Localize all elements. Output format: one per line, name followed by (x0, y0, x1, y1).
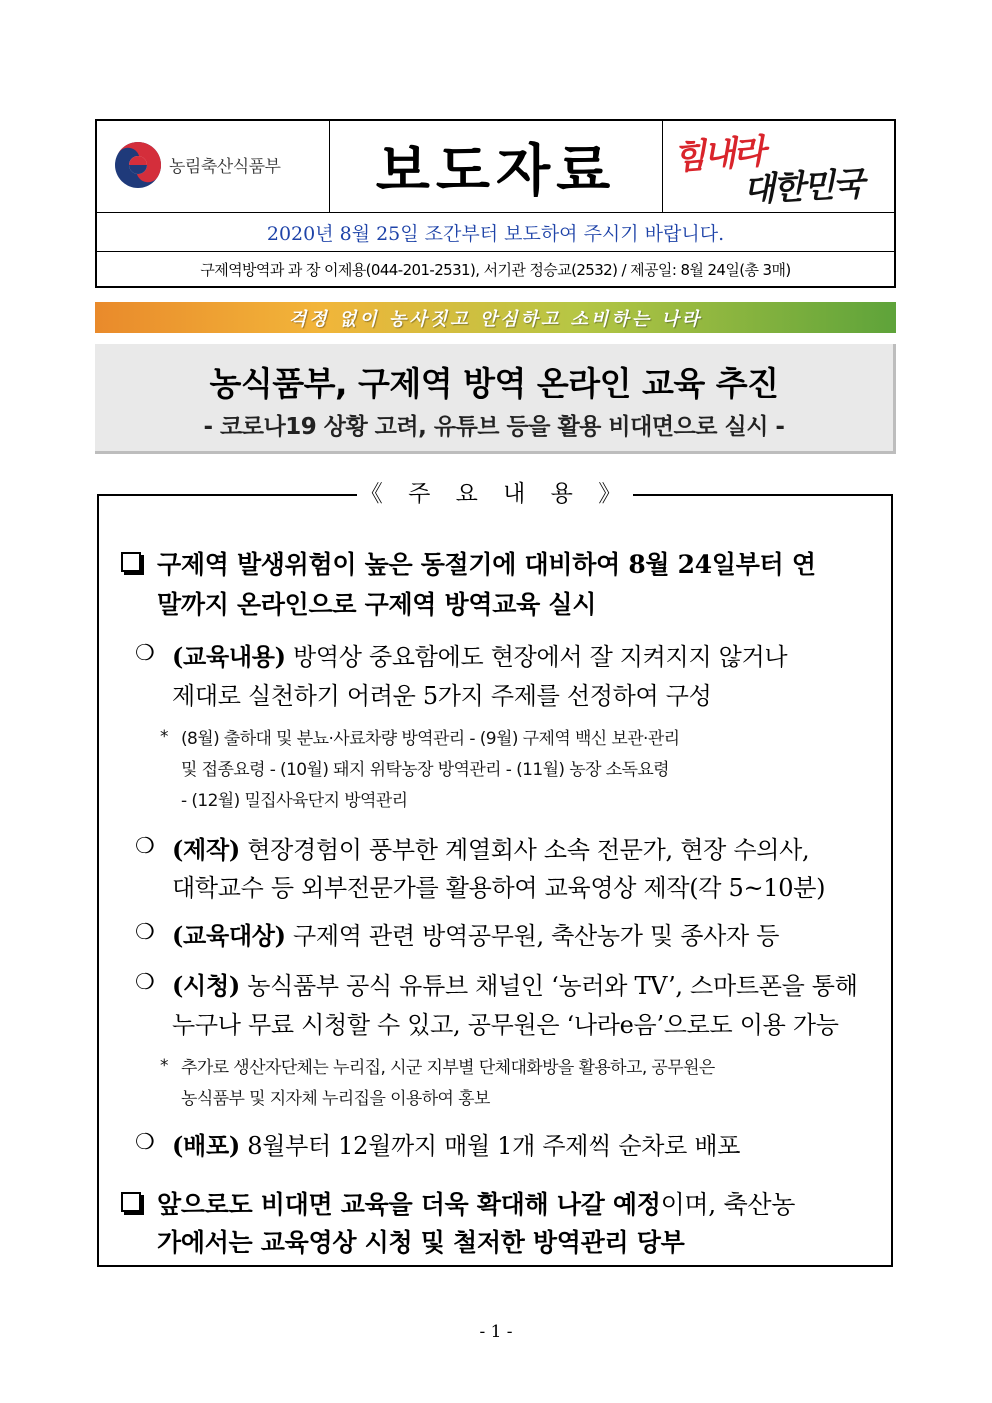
page-number: - 1 - (479, 1322, 513, 1342)
contact-info: 구제역방역과 과 장 이제용(044-201-2531), 서기관 정승교(2532) / 제공일: 8월 24일(총 3매) (200, 260, 791, 279)
note1-line2: 및 접종요령 - (10월) 돼지 위탁농장 방역관리 - (11월) 농장 소독요령 (181, 760, 670, 780)
bullet-viewing-line1 (172, 966, 858, 1001)
circle-bullet-icon: ❍ (135, 970, 155, 995)
para2-emphasis: 앞으로도 비대면 교육을 더욱 확대해 나갈 예정 (157, 1190, 661, 1219)
checkbox-bullet-icon (121, 552, 141, 572)
press-release-header (95, 119, 896, 288)
para2-line1 (157, 1185, 795, 1221)
doc-type-title: 보도자료 (330, 121, 663, 212)
circle-bullet-icon: ❍ (135, 1130, 155, 1155)
circle-bullet-icon: ❍ (135, 920, 155, 945)
bullet-education-content-line2: 제대로 실천하기 어려운 5가지 주제를 선정하여 구성 (172, 682, 712, 710)
para2-line2: 가에서는 교육영상 시청 및 철저한 방역관리 당부 (157, 1228, 685, 1257)
bullet-tag: (교육내용) (172, 642, 286, 671)
header-top-row (97, 121, 894, 213)
bullet-viewing-line2: 누구나 무료 시청할 수 있고, 공무원은 ‘나라e음’으로도 이용 가능 (172, 1011, 839, 1039)
bullet-text: 구제역 관련 방역공무원, 축산농가 및 종사자 등 (285, 922, 780, 950)
note2-line2: 농식품부 및 지자체 누리집을 이용하여 홍보 (181, 1089, 490, 1109)
note-asterisk: * (160, 1056, 168, 1076)
slogan-black-text: 대한민국 (742, 163, 864, 210)
circle-bullet-icon: ❍ (135, 834, 155, 859)
circle-bullet-icon: ❍ (135, 641, 155, 666)
bullet-production-line1 (172, 830, 809, 865)
headline-title: 농식품부, 구제역 방역 온라인 교육 추진 (209, 364, 779, 403)
slogan-banner (95, 302, 896, 333)
bullet-tag: (시청) (172, 971, 240, 1000)
summary-title: 《 주 요 내 용 》 (357, 478, 633, 510)
bullet-tag: (교육대상) (172, 921, 286, 950)
bullet-tag: (배포) (172, 1131, 240, 1160)
slogan-red-text: 힘내라 (671, 131, 765, 179)
taegeuk-emblem-icon (114, 141, 162, 189)
bullet-text: 방역상 중요함에도 현장에서 잘 지켜지지 않거나 (285, 643, 788, 671)
bullet-text: 현장경험이 풍부한 계열회사 소속 전문가, 현장 수의사, (239, 836, 810, 864)
bullet-education-content-line1 (172, 637, 787, 672)
note-asterisk: * (160, 727, 168, 747)
bullet-tag: (제작) (172, 835, 240, 864)
para2-rest: 이며, 축산농 (660, 1190, 796, 1219)
slogan-logo (663, 121, 894, 212)
para1-line2: 말까지 온라인으로 구제역 방역교육 실시 (157, 590, 597, 619)
para1-line1: 구제역 발생위험이 높은 동절기에 대비하여 8월 24일부터 연 (157, 550, 816, 579)
bullet-text: 농식품부 공식 유튜브 채널인 ‘농러와 TV’, 스마트폰을 통해 (239, 972, 858, 1000)
checkbox-bullet-icon (121, 1192, 141, 1212)
note2-line1: 추가로 생산자단체는 누리집, 시군 지부별 단체대화방을 활용하고, 공무원은 (181, 1058, 715, 1078)
banner-text: 걱정 없이 농사짓고 안심하고 소비하는 나라 (288, 308, 703, 330)
bullet-distribution-line1 (172, 1126, 740, 1161)
headline-box (95, 344, 896, 454)
headline-subtitle: - 코로나19 상황 고려, 유튜브 등을 활용 비대면으로 실시 - (203, 414, 785, 440)
bullet-production-line2: 대학교수 등 외부전문가를 활용하여 교육영상 제작(각 5~10분) (172, 874, 826, 902)
bullet-text: 8월부터 12월까지 매월 1개 주제씩 순차로 배포 (239, 1132, 741, 1160)
release-note: 2020년 8월 25일 조간부터 보도하여 주시기 바랍니다. (97, 213, 894, 252)
ministry-name: 농림축산식품부 (169, 157, 281, 177)
note1-line3: - (12월) 밀집사육단지 방역관리 (181, 791, 408, 811)
bullet-target-line1 (172, 916, 779, 951)
note1-line1: (8월) 출하대 및 분뇨·사료차량 방역관리 - (9월) 구제역 백신 보관·관리 (181, 729, 680, 749)
ministry-logo (97, 121, 330, 212)
